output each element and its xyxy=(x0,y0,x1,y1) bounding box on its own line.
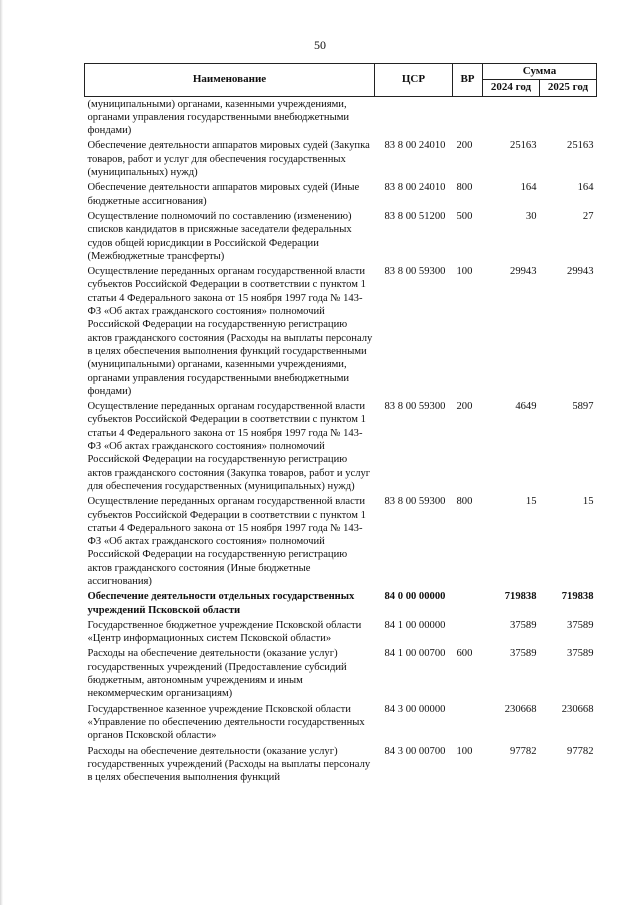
page-number: 50 xyxy=(314,38,326,52)
row-2025-cell: 719838 xyxy=(561,591,594,603)
row-2025-cell: 15 xyxy=(582,496,594,508)
table-row xyxy=(85,264,597,399)
header-vr: ВР xyxy=(453,64,483,97)
row-2025-cell: 27 xyxy=(582,210,594,222)
row-csr-cell: 83 8 00 24010 xyxy=(384,182,446,194)
row-2025-cell: 230668 xyxy=(561,703,594,715)
row-2024-cell: 30 xyxy=(525,210,537,222)
row-2025-cell: 97782 xyxy=(567,745,594,757)
row-name-cell: (муниципальными) органами, казенными учреждениями, органами управления государственными внебюджетными фондами) xyxy=(87,98,350,137)
row-2024-cell: 37589 xyxy=(510,648,537,660)
row-2024-cell: 164 xyxy=(520,182,537,194)
row-2024-cell xyxy=(483,96,540,138)
row-2025-cell: 5897 xyxy=(572,401,594,413)
header-2024: 2024 год xyxy=(483,80,540,96)
row-vr-cell xyxy=(453,589,483,618)
row-2024-cell: 29943 xyxy=(510,266,537,278)
table-row xyxy=(85,96,597,138)
row-vr-cell xyxy=(453,618,483,647)
table-header xyxy=(85,64,597,97)
row-vr-cell: 200 xyxy=(456,140,473,152)
table-row xyxy=(85,494,597,589)
table-row xyxy=(85,744,597,786)
table-row xyxy=(85,618,597,647)
row-csr-cell: 83 8 00 59300 xyxy=(384,496,446,508)
row-csr-cell: 83 8 00 24010 xyxy=(384,140,446,152)
row-csr-cell: 83 8 00 59300 xyxy=(384,401,446,413)
table-row xyxy=(85,138,597,180)
row-vr-cell: 600 xyxy=(456,648,473,660)
row-name-cell: Государственное казенное учреждение Псковской области «Управление по обеспечению деятельности государственных органов Псковской области» xyxy=(87,703,365,742)
row-csr-cell: 84 0 00 00000 xyxy=(384,591,446,603)
table-row xyxy=(85,702,597,744)
row-2025-cell: 37589 xyxy=(567,619,594,631)
header-name: Наименование xyxy=(85,64,375,97)
row-csr-cell: 84 3 00 00000 xyxy=(384,703,446,715)
row-vr-cell: 500 xyxy=(456,210,473,222)
row-name-cell: Осуществление полномочий по составлению (изменению) списков кандидатов в присяжные заседатели федеральных судов общей юрисдикции в Российской Федерации (Межбюджетные трансферты) xyxy=(87,210,352,262)
row-name-cell: Осуществление переданных органам государственной власти субъектов Российской Федерации в соответствии с пунктом 1 статьи 4 Федерального закона от 15 ноября 1997 года № 143-ФЗ «Об актах гражданского состояния» полномочий Российской Федерации на государственную регистрацию актов гражданского состояния (Расходы на выплаты персоналу в целях обеспечения выполнения функций государственными (муниципальными) органами, казенными учреждениями, органами управления государственными внебюджетными фондами) xyxy=(87,266,373,397)
row-csr-cell: 84 3 00 00700 xyxy=(384,745,446,757)
budget-table xyxy=(84,63,597,785)
header-csr: ЦСР xyxy=(375,64,453,97)
row-name-cell: Обеспечение деятельности отдельных государственных учреждений Псковской области xyxy=(87,591,355,616)
row-name-cell: Государственное бюджетное учреждение Псковской области «Центр информационных систем Псковской области» xyxy=(87,619,362,645)
row-name-cell: Обеспечение деятельности аппаратов мировых судей (Закупка товаров, работ и услуг для обеспечения государственных (муниципальных) нужд) xyxy=(87,140,370,179)
row-csr-cell xyxy=(375,96,453,138)
table-body xyxy=(85,96,597,785)
row-vr-cell: 100 xyxy=(456,266,473,278)
row-vr-cell: 800 xyxy=(456,182,473,194)
row-csr-cell: 83 8 00 51200 xyxy=(384,210,446,222)
row-csr-cell: 84 1 00 00700 xyxy=(384,648,446,660)
row-2024-cell: 97782 xyxy=(510,745,537,757)
row-name-cell: Расходы на обеспечение деятельности (оказание услуг) государственных учреждений (Расходы на выплаты персоналу в целях обеспечения выполнения функций xyxy=(87,745,371,784)
table-row xyxy=(85,399,597,494)
row-name-cell: Осуществление переданных органам государственной власти субъектов Российской Федерации в соответствии с пунктом 1 статьи 4 Федерального закона от 15 ноября 1997 года № 143-ФЗ «Об актах гражданского состояния» полномочий Российской Федерации на государственную регистрацию актов гражданского состояния (Иные бюджетные ассигнования) xyxy=(87,496,366,587)
row-2024-cell: 719838 xyxy=(504,591,537,603)
row-2025-cell xyxy=(540,96,597,138)
row-vr-cell xyxy=(453,96,483,138)
header-sum: Сумма xyxy=(483,64,597,80)
row-2025-cell: 37589 xyxy=(567,648,594,660)
scan-edge xyxy=(0,0,3,905)
row-csr-cell: 83 8 00 59300 xyxy=(384,266,446,278)
row-2025-cell: 29943 xyxy=(567,266,594,278)
row-2025-cell: 25163 xyxy=(567,140,594,152)
header-2025: 2025 год xyxy=(540,80,597,96)
row-2024-cell: 230668 xyxy=(504,703,537,715)
row-2024-cell: 15 xyxy=(525,496,537,508)
row-2025-cell: 164 xyxy=(577,182,594,194)
row-2024-cell: 25163 xyxy=(510,140,537,152)
table-row xyxy=(85,209,597,264)
row-2024-cell: 37589 xyxy=(510,619,537,631)
table-row xyxy=(85,589,597,618)
row-name-cell: Расходы на обеспечение деятельности (оказание услуг) государственных учреждений (Предоставление субсидий бюджетным, автономным учреждениям и иным некоммерческим организациям) xyxy=(87,648,347,700)
budget-table-wrapper xyxy=(84,63,596,785)
table-row xyxy=(85,646,597,701)
row-vr-cell: 800 xyxy=(456,496,473,508)
row-csr-cell: 84 1 00 00000 xyxy=(384,619,446,631)
row-name-cell: Осуществление переданных органам государственной власти субъектов Российской Федерации в соответствии с пунктом 1 статьи 4 Федерального закона от 15 ноября 1997 года № 143-ФЗ «Об актах гражданского состояния» полномочий Российской Федерации на государственную регистрацию актов гражданского состояния (Закупка товаров, работ и услуг для обеспечения государственных (муниципальных) нужд) xyxy=(87,401,371,492)
row-2024-cell: 4649 xyxy=(515,401,537,413)
row-name-cell: Обеспечение деятельности аппаратов мировых судей (Иные бюджетные ассигнования) xyxy=(87,182,360,207)
row-vr-cell: 200 xyxy=(456,401,473,413)
row-vr-cell: 100 xyxy=(456,745,473,757)
table-row xyxy=(85,180,597,209)
row-vr-cell xyxy=(453,702,483,744)
